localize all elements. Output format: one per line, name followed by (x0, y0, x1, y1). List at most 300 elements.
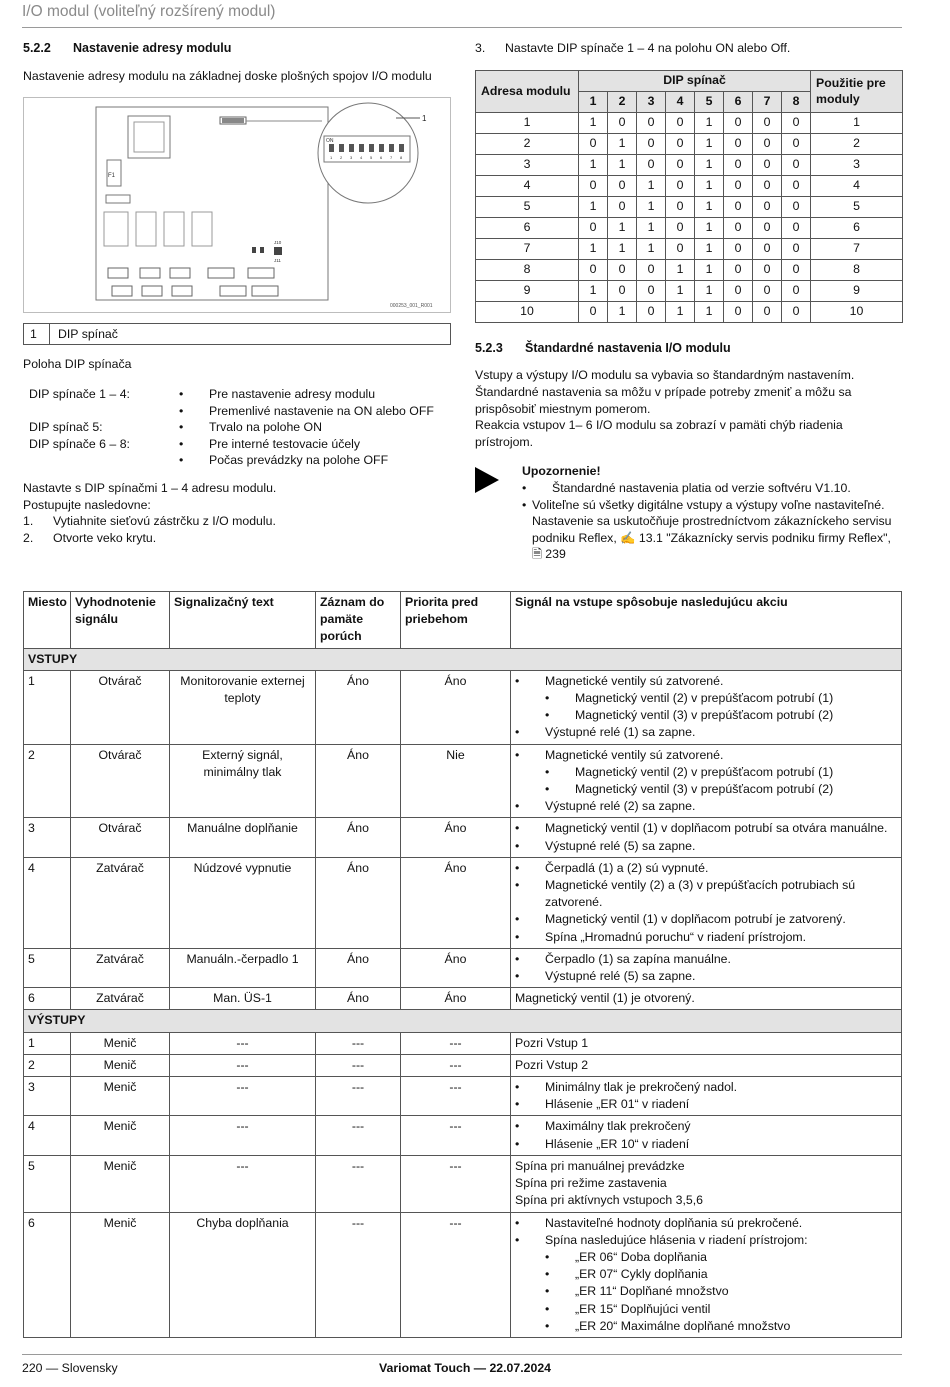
bullet: • (515, 1232, 520, 1247)
dip-cell: 0 (579, 175, 608, 196)
address-row (476, 196, 903, 217)
bullet: • (515, 725, 520, 740)
memory-cell: Áno (316, 818, 401, 857)
dip-cell: 0 (753, 196, 782, 217)
dip-number-header: 6 (724, 91, 753, 112)
page-header (22, 0, 902, 28)
place-cell: 2 (24, 1054, 71, 1076)
figure-code: 000253_001_R001 (390, 303, 433, 310)
action-cell (511, 1054, 902, 1076)
evaluation-cell: Menič (71, 1077, 170, 1116)
signal-row (24, 1116, 902, 1155)
bullet: • (515, 1215, 520, 1230)
memory-cell: Áno (316, 744, 401, 818)
group-label: VÝSTUPY (24, 1010, 902, 1032)
action-item (515, 1301, 897, 1318)
note-item: • Štandardné nastavenia platia od verzie softvéru V1.10. (522, 481, 851, 496)
dip-cell: 0 (753, 217, 782, 238)
priority-cell: Áno (401, 948, 511, 987)
address-table-body (476, 112, 903, 322)
action-text: Výstupné relé (1) sa zapne. (545, 725, 696, 740)
bullet: • (515, 1097, 520, 1112)
action-cell (511, 1116, 902, 1155)
dip-cell: 0 (724, 301, 753, 322)
dip-cell: 1 (666, 280, 695, 301)
svg-text:6: 6 (380, 155, 383, 161)
priority-cell: --- (401, 1054, 511, 1076)
intro-text: Nastavenie adresy modulu na základnej doske plošných spojov I/O modulu (23, 68, 432, 83)
dip-cell: 0 (666, 238, 695, 259)
use-cell: 4 (811, 175, 903, 196)
dip-cell: 0 (724, 238, 753, 259)
set-text: Nastavte s DIP spínačmi 1 – 4 adresu modulu. (23, 481, 277, 496)
action-text: Magnetický ventil (1) v doplňacom potrubí je zatvorený. (545, 912, 846, 927)
bullet: • (515, 860, 520, 875)
svg-text:4: 4 (360, 155, 363, 161)
jumper-label-j10: J10 (274, 240, 282, 246)
signal-text-cell: Man. ÜS-1 (170, 988, 316, 1010)
action-text: Magnetické ventily (2) a (3) v prepúšťacích potrubiach sú zatvorené. (545, 878, 856, 910)
dip-cell: 1 (695, 112, 724, 133)
bullet: • (545, 691, 550, 706)
signal-row (24, 744, 902, 818)
signal-text-cell: Núdzové vypnutie (170, 857, 316, 948)
memory-cell: --- (316, 1212, 401, 1337)
section-heading-5-2-3 (475, 340, 903, 357)
col-header-dip: DIP spínač (579, 70, 811, 91)
dip-cell: 1 (666, 301, 695, 322)
action-item (515, 911, 897, 928)
action-item (515, 1175, 897, 1192)
action-text: Spína pri manuálnej prevádzke (515, 1158, 685, 1173)
dip-cell: 1 (637, 196, 666, 217)
action-item (515, 1283, 897, 1300)
col-header: Miesto (24, 592, 71, 649)
action-text: Magnetické ventily sú zatvorené. (545, 673, 724, 688)
signal-text-cell: Manuáln.-čerpadlo 1 (170, 948, 316, 987)
action-item (515, 1136, 897, 1153)
dip-cell: 0 (753, 133, 782, 154)
place-cell: 2 (24, 744, 71, 818)
dip-number-header: 1 (579, 91, 608, 112)
svg-text:1: 1 (330, 155, 333, 161)
action-text: Hlásenie „ER 01“ v riadení (545, 1097, 690, 1112)
memory-cell: --- (316, 1054, 401, 1076)
action-item (515, 707, 897, 724)
dip-cell: 0 (782, 196, 811, 217)
dip-cell: 1 (666, 259, 695, 280)
dip-cell: 1 (695, 175, 724, 196)
legend-text: DIP spínač (58, 327, 118, 342)
address-cell: 2 (476, 133, 579, 154)
bullet: • (545, 764, 550, 779)
memory-cell: Áno (316, 670, 401, 744)
action-text: Výstupné relé (2) sa zapne. (545, 799, 696, 814)
evaluation-cell: Menič (71, 1032, 170, 1054)
action-text: Spína pri aktívnych vstupoch 3,5,6 (515, 1193, 703, 1208)
footer-product: Variomat Touch — 22.07.2024 (379, 1361, 552, 1375)
col-header-address: Adresa modulu (476, 70, 579, 112)
signal-text-cell: Monitorovanie externej teploty (170, 670, 316, 744)
action-text: Magnetický ventil (2) v prepúšťacom potrubí (1) (575, 691, 834, 706)
action-text: Magnetický ventil (3) v prepúšťacom potrubí (2) (575, 708, 834, 723)
dip-cell: 1 (579, 154, 608, 175)
bullet: • (515, 951, 520, 966)
note-box (475, 463, 903, 563)
footer-page-info: 220 — Slovensky (22, 1361, 118, 1375)
dip-cell: 0 (608, 112, 637, 133)
action-cell (511, 1155, 902, 1212)
action-text: „ER 20“ Maximálne doplňané množstvo (575, 1318, 791, 1333)
priority-cell: --- (401, 1212, 511, 1337)
svg-text:8: 8 (400, 155, 403, 161)
priority-cell: --- (401, 1077, 511, 1116)
action-text: Čerpadlá (1) a (2) sú vypnuté. (545, 860, 709, 875)
action-item (515, 968, 897, 985)
dip-cell: 0 (666, 217, 695, 238)
section-number: 5.2.2 (23, 41, 51, 55)
action-text: Výstupné relé (5) sa zapne. (545, 969, 696, 984)
address-cell: 6 (476, 217, 579, 238)
col-header: Záznam do pamäte porúch (316, 592, 401, 649)
dip-cell: 0 (753, 112, 782, 133)
signal-row (24, 818, 902, 857)
paragraph: Vstupy a výstupy I/O modulu sa vybavia so štandardným nastavením. (475, 368, 855, 383)
address-cell: 1 (476, 112, 579, 133)
signals-header-row (24, 592, 902, 649)
action-text: „ER 15“ Doplňujúci ventil (575, 1301, 711, 1316)
action-item (515, 1266, 897, 1283)
signals-table (23, 591, 902, 1338)
callout-number: 1 (422, 114, 427, 124)
evaluation-cell: Zatvárač (71, 948, 170, 987)
action-item (515, 781, 897, 798)
fuse-label: F1 (108, 173, 116, 180)
address-row (476, 301, 903, 322)
action-item (515, 747, 897, 764)
evaluation-cell: Otvárač (71, 744, 170, 818)
action-cell (511, 948, 902, 987)
dip-cell: 1 (579, 238, 608, 259)
action-cell (511, 988, 902, 1010)
action-text: „ER 06“ Doba doplňania (575, 1249, 707, 1264)
evaluation-cell: Menič (71, 1054, 170, 1076)
action-cell (511, 744, 902, 818)
pcb-diagram (24, 98, 450, 312)
dip-row: DIP spínače 1 – 4: • Pre nastavenie adresy modulu (29, 387, 376, 402)
section-number: 5.2.3 (475, 340, 503, 355)
memory-cell: --- (316, 1155, 401, 1212)
action-item (515, 1232, 897, 1249)
action-cell (511, 670, 902, 744)
action-text: Spína pri režime zastavenia (515, 1176, 667, 1191)
dip-row: DIP spínač 5: • Trvalo na polohe ON (29, 420, 323, 435)
bullet: • (545, 1249, 550, 1264)
dip-cell: 1 (695, 154, 724, 175)
dip-cell: 1 (608, 217, 637, 238)
action-item (515, 929, 897, 946)
action-item (515, 1158, 897, 1175)
action-item (515, 838, 897, 855)
action-cell (511, 1077, 902, 1116)
col-header: Priorita pred priebehom (401, 592, 511, 649)
dip-cell: 0 (724, 112, 753, 133)
dip-cell: 1 (695, 259, 724, 280)
signal-text-cell: Manuálne doplňanie (170, 818, 316, 857)
address-table (475, 70, 903, 323)
col-header: Signalizačný text (170, 592, 316, 649)
priority-cell: Nie (401, 744, 511, 818)
priority-cell: Áno (401, 818, 511, 857)
bullet: • (545, 1267, 550, 1282)
signal-row (24, 857, 902, 948)
action-item (515, 820, 897, 837)
dip-cell: 0 (637, 133, 666, 154)
action-item (515, 798, 897, 815)
signal-text-cell: --- (170, 1155, 316, 1212)
action-item (515, 724, 897, 741)
action-text: Magnetický ventil (3) v prepúšťacom potrubí (2) (575, 782, 834, 797)
memory-cell: Áno (316, 948, 401, 987)
dip-cell: 0 (579, 259, 608, 280)
action-text: Minimálny tlak je prekročený nadol. (545, 1080, 738, 1095)
address-cell: 8 (476, 259, 579, 280)
place-cell: 1 (24, 670, 71, 744)
action-item (515, 860, 897, 877)
group-row (24, 648, 902, 670)
evaluation-cell: Zatvárač (71, 857, 170, 948)
dip-cell: 1 (695, 133, 724, 154)
use-cell: 1 (811, 112, 903, 133)
evaluation-cell: Menič (71, 1116, 170, 1155)
bullet: • (545, 1301, 550, 1316)
action-text: Pozri Vstup 1 (515, 1035, 589, 1050)
dip-cell: 0 (666, 133, 695, 154)
place-cell: 3 (24, 818, 71, 857)
evaluation-cell: Menič (71, 1155, 170, 1212)
jumper-label-j11: J11 (274, 258, 281, 264)
dip-cell: 0 (724, 196, 753, 217)
dip-cell: 0 (724, 259, 753, 280)
signal-row (24, 1212, 902, 1337)
dip-cell: 0 (724, 175, 753, 196)
dip-cell: 0 (666, 112, 695, 133)
action-text: Hlásenie „ER 10“ v riadení (545, 1136, 690, 1151)
svg-text:2: 2 (340, 155, 343, 161)
dip-cell: 0 (608, 280, 637, 301)
dip-cell: 1 (608, 238, 637, 259)
dip-cell: 0 (782, 238, 811, 259)
place-cell: 5 (24, 948, 71, 987)
dip-cell: 0 (753, 238, 782, 259)
action-item (515, 1249, 897, 1266)
paragraph: Štandardné nastavenia sa môžu v prípade potreby zmeniť a môžu sa prispôsobiť miestnym pomerom. (475, 385, 852, 416)
action-cell (511, 1212, 902, 1337)
dip-cell: 1 (579, 280, 608, 301)
use-cell: 10 (811, 301, 903, 322)
address-row (476, 175, 903, 196)
evaluation-cell: Menič (71, 1212, 170, 1337)
bullet: • (545, 782, 550, 797)
svg-text:7: 7 (390, 155, 393, 161)
dip-cell: 0 (579, 133, 608, 154)
action-text: „ER 11“ Doplňané množstvo (575, 1284, 729, 1299)
address-cell: 7 (476, 238, 579, 259)
signal-text-cell: --- (170, 1054, 316, 1076)
pcb-figure (23, 97, 451, 313)
legend-number: 1 (24, 324, 50, 344)
col-header: Signál na vstupe spôsobuje nasledujúcu akciu (511, 592, 902, 649)
dip-cell: 0 (753, 301, 782, 322)
signals-table-body (24, 648, 902, 1337)
page-footer (22, 1354, 902, 1382)
dip-cell: 1 (695, 301, 724, 322)
action-item (515, 764, 897, 781)
dip-number-header: 5 (695, 91, 724, 112)
dip-number-header: 7 (753, 91, 782, 112)
memory-cell: --- (316, 1116, 401, 1155)
step-item: 1. Vytiahnite sieťovú zástrčku z I/O modulu. (23, 514, 276, 529)
dip-cell: 0 (782, 280, 811, 301)
action-cell (511, 818, 902, 857)
bullet: • (515, 821, 520, 836)
dip-cell: 0 (666, 196, 695, 217)
address-cell: 10 (476, 301, 579, 322)
signal-text-cell: --- (170, 1077, 316, 1116)
use-cell: 3 (811, 154, 903, 175)
address-row (476, 259, 903, 280)
action-item (515, 673, 897, 690)
dip-cell: 1 (637, 217, 666, 238)
action-item (515, 1079, 897, 1096)
dip-cell: 0 (753, 259, 782, 280)
dip-number-header: 4 (666, 91, 695, 112)
priority-cell: --- (401, 1155, 511, 1212)
use-cell: 7 (811, 238, 903, 259)
dip-number-header: 8 (782, 91, 811, 112)
dip-row: • Počas prevádzky na polohe OFF (179, 453, 389, 468)
figure-legend (23, 323, 451, 345)
dip-cell: 1 (579, 196, 608, 217)
bullet: • (515, 1119, 520, 1134)
action-item (515, 877, 897, 911)
bullet: • (515, 673, 520, 688)
bullet: • (515, 878, 520, 893)
action-item (515, 1057, 897, 1074)
note-title: Upozornenie! (522, 464, 601, 479)
priority-cell: Áno (401, 988, 511, 1010)
signal-row (24, 948, 902, 987)
place-cell: 5 (24, 1155, 71, 1212)
action-item (515, 1215, 897, 1232)
bullet: • (515, 912, 520, 927)
memory-cell: Áno (316, 857, 401, 948)
dip-cell: 0 (782, 259, 811, 280)
dip-cell: 0 (608, 196, 637, 217)
dip-position-list (23, 386, 451, 469)
dip-cell: 0 (608, 175, 637, 196)
place-cell: 1 (24, 1032, 71, 1054)
address-row (476, 112, 903, 133)
dip-number-header: 2 (608, 91, 637, 112)
dip-cell: 0 (753, 175, 782, 196)
dip-cell: 0 (637, 259, 666, 280)
dip-cell: 0 (724, 154, 753, 175)
dip-cell: 1 (695, 196, 724, 217)
address-row (476, 238, 903, 259)
action-text: Nastaviteľné hodnoty doplňania sú prekročené. (545, 1215, 803, 1230)
dip-cell: 1 (608, 133, 637, 154)
group-label: VSTUPY (24, 648, 902, 670)
col-header: Vyhodnotenie signálu (71, 592, 170, 649)
bullet: • (545, 1318, 550, 1333)
use-cell: 5 (811, 196, 903, 217)
dip-cell: 0 (637, 154, 666, 175)
signal-text-cell: Chyba doplňania (170, 1212, 316, 1337)
evaluation-cell: Zatvárač (71, 988, 170, 1010)
dip-cell: 0 (753, 154, 782, 175)
action-text: Magnetický ventil (2) v prepúšťacom potrubí (1) (575, 764, 834, 779)
action-item (515, 1035, 897, 1052)
col-header-use: Použitie pre moduly (811, 70, 903, 112)
address-cell: 9 (476, 280, 579, 301)
dip-row: DIP spínače 6 – 8: • Pre interné testovacie účely (29, 436, 361, 451)
memory-cell: --- (316, 1032, 401, 1054)
use-cell: 6 (811, 217, 903, 238)
signal-text-cell: --- (170, 1116, 316, 1155)
step-item: 2. Otvorte veko krytu. (23, 530, 157, 545)
place-cell: 4 (24, 1116, 71, 1155)
address-row (476, 280, 903, 301)
dip-row: • Premenlivé nastavenie na ON alebo OFF (179, 403, 434, 418)
dip-cell: 0 (782, 301, 811, 322)
dip-cell: 0 (637, 280, 666, 301)
dip-cell: 0 (782, 133, 811, 154)
address-row (476, 217, 903, 238)
dip-cell: 0 (666, 175, 695, 196)
bullet: • (515, 929, 520, 944)
signal-row (24, 988, 902, 1010)
svg-text:3: 3 (350, 155, 353, 161)
use-cell: 8 (811, 259, 903, 280)
bullet: • (515, 1136, 520, 1151)
dip-cell: 0 (724, 133, 753, 154)
bullet: • (515, 838, 520, 853)
dip-cell: 0 (753, 280, 782, 301)
arrow-right-icon (475, 463, 522, 563)
evaluation-cell: Otvárač (71, 670, 170, 744)
action-text: Výstupné relé (5) sa zapne. (545, 838, 696, 853)
action-item (515, 1096, 897, 1113)
section-heading-5-2-2 (23, 40, 451, 57)
dip-cell: 0 (608, 259, 637, 280)
proceed-text: Postupujte nasledovne: (23, 497, 151, 512)
dip-cell: 0 (724, 280, 753, 301)
svg-text:5: 5 (370, 155, 373, 161)
dip-cell: 1 (637, 238, 666, 259)
action-text: Maximálny tlak prekročený (545, 1119, 691, 1134)
action-cell (511, 1032, 902, 1054)
action-text: Čerpadlo (1) sa zapína manuálne. (545, 951, 731, 966)
bullet: • (515, 969, 520, 984)
action-text: Spína nasledujúce hlásenia v riadení prístrojom: (545, 1232, 808, 1247)
place-cell: 4 (24, 857, 71, 948)
dip-cell: 0 (782, 112, 811, 133)
bullet: • (515, 1080, 520, 1095)
priority-cell: Áno (401, 857, 511, 948)
place-cell: 6 (24, 1212, 71, 1337)
action-item (515, 951, 897, 968)
